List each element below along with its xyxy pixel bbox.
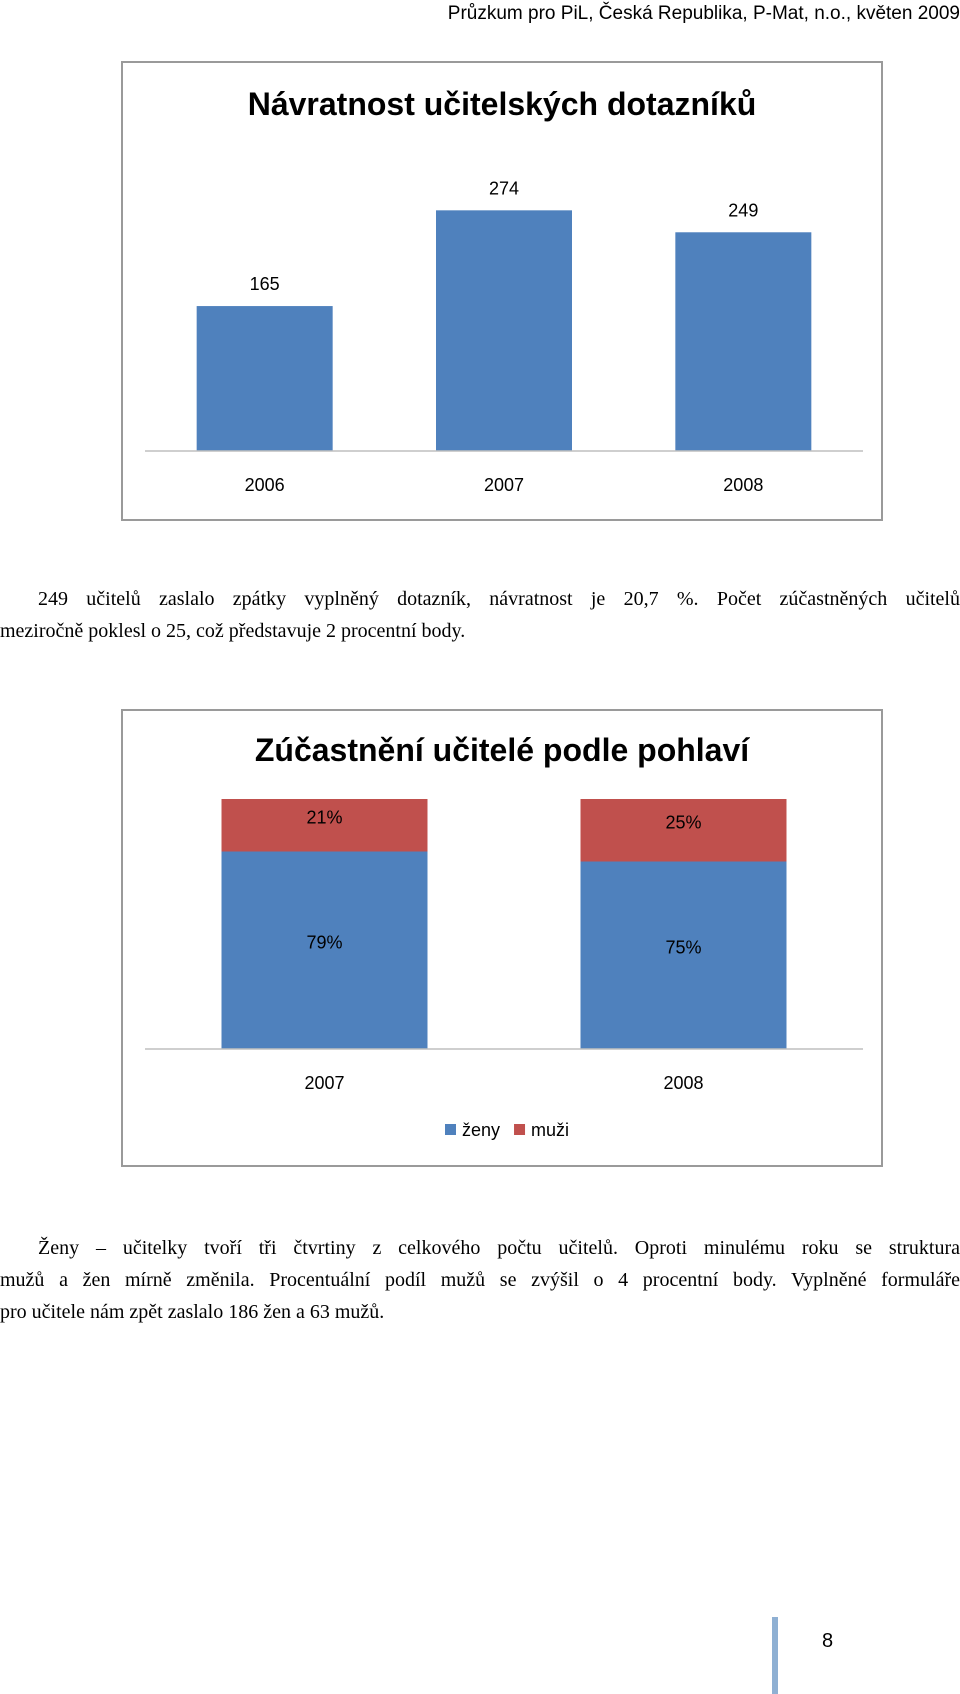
data-label: 165 <box>249 274 280 295</box>
gender-chart-svg <box>123 711 881 1165</box>
legend-label: ženy <box>462 1120 501 1140</box>
page-number: 8 <box>822 1630 834 1652</box>
chart-title: Návratnost učitelských dotazníků <box>247 86 757 122</box>
return-rate-chart <box>121 61 883 521</box>
bar <box>197 306 333 451</box>
page-header: Průzkum pro PiL, Česká Republika, P-Mat, n.o., květen 2009 <box>447 3 960 24</box>
legend-swatch <box>445 1124 456 1135</box>
data-label: 249 <box>728 200 759 221</box>
page-number-bar <box>772 1617 778 1694</box>
x-tick-label: 2007 <box>483 475 525 495</box>
x-tick-label: 2007 <box>304 1073 345 1093</box>
data-label: 79% <box>306 932 343 953</box>
data-label: 274 <box>488 178 520 199</box>
bar <box>436 210 572 451</box>
x-tick-label: 2008 <box>723 475 764 495</box>
data-label: 25% <box>665 812 702 833</box>
gender-chart <box>121 709 883 1167</box>
paragraph-line: pro učitele nám zpět zaslalo 186 žen a 63 mužů. <box>0 1301 385 1323</box>
data-label: 75% <box>665 937 702 958</box>
chart-title: Zúčastnění učitelé podle pohlaví <box>254 732 750 768</box>
legend-label: muži <box>531 1120 570 1140</box>
paragraph-return-rate <box>0 583 960 647</box>
x-tick-label: 2008 <box>663 1073 704 1093</box>
legend-swatch <box>514 1124 525 1135</box>
bar <box>675 232 811 451</box>
paragraph-line: 249 učitelů zaslalo zpátky vyplněný dotazník, návratnost je 20,7 %. Počet zúčastněných učitelů <box>38 588 960 610</box>
data-label: 21% <box>306 807 343 828</box>
paragraph-line: Ženy – učitelky tvoří tři čtvrtiny z celkového počtu učitelů. Oproti minulému roku se struktura <box>38 1237 960 1259</box>
paragraph-line: meziročně poklesl o 25, což představuje 2 procentní body. <box>0 620 466 642</box>
paragraph-line: mužů a žen mírně změnila. Procentuální podíl mužů se zvýšil o 4 procentní body. Vyplněné formuláře <box>0 1269 960 1291</box>
return-rate-chart-svg <box>123 63 881 519</box>
paragraph-gender <box>0 1232 960 1328</box>
x-tick-label: 2006 <box>244 475 285 495</box>
